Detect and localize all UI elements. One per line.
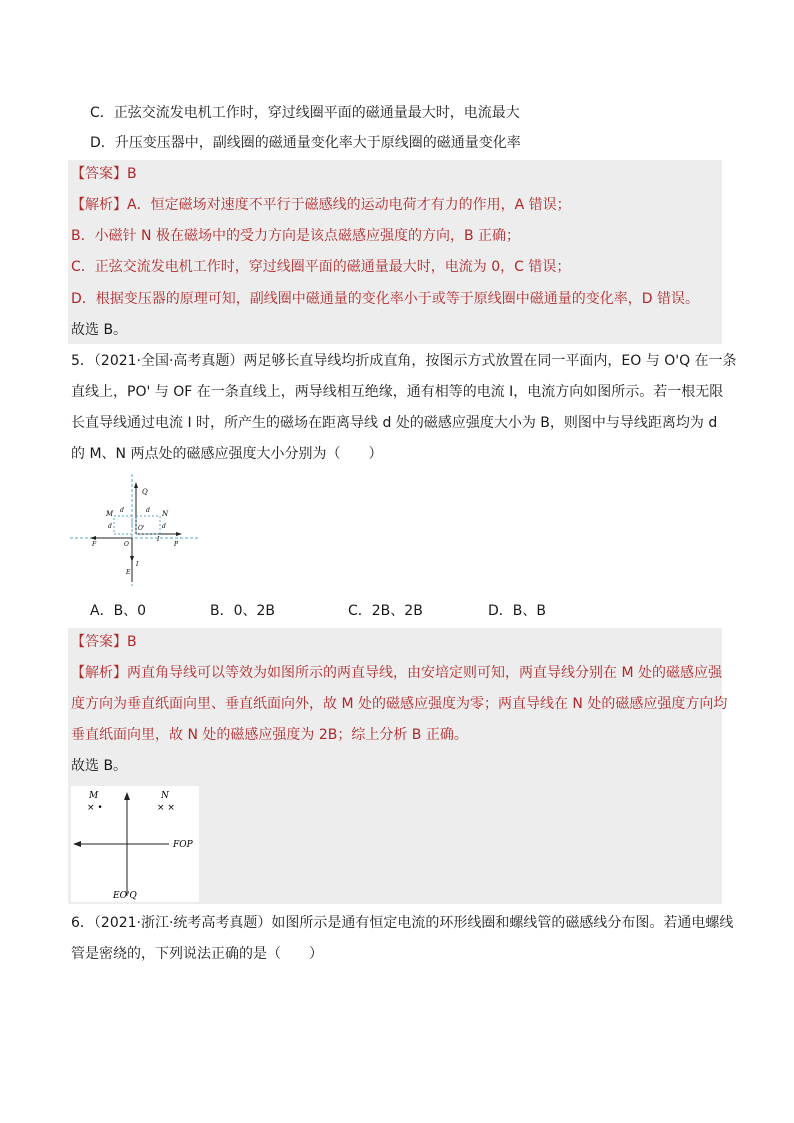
q5-option-d: D．B、B — [488, 603, 546, 619]
arrow-e-icon — [130, 556, 134, 562]
q4-answer-block — [68, 160, 722, 344]
q6-stem-line1: 6．（2021·浙江·统考高考真题）如图所示是通有恒定电流的环形线圈和螺线管的磁感线分布图。若通电螺线 — [71, 915, 734, 931]
q5-stem-line4: 的 M、N 两点处的磁感应强度大小分别为（ ） — [71, 446, 383, 462]
q4-answer — [71, 163, 137, 185]
q4-analysis-a — [71, 194, 571, 216]
answer-value: B — [127, 634, 137, 650]
analysis-tag: 【解析】 — [71, 197, 127, 213]
label-d2: d — [146, 507, 150, 514]
q5-analysis-line1 — [71, 662, 722, 684]
q5-stem-line2: 直线上，PO' 与 OF 在一条直线上，两导线相互绝缘，通有相等的电流 I，电流方向如图所示。若一根无限 — [71, 384, 724, 400]
label-d4: d — [162, 523, 166, 530]
q4-analysis-b: B．小磁针 N 极在磁场中的受力方向是该点磁感应强度的方向，B 正确； — [71, 228, 521, 244]
q5-analysis-line3: 垂直纸面向里，故 N 处的磁感应强度为 2B；综上分析 B 正确。 — [71, 727, 468, 743]
label-d3: d — [108, 523, 112, 530]
analysis-text-1: 两直角导线可以等效为如图所示的两直导线，由安培定则可知，两直导线分别在 M 处的磁感应强 — [127, 665, 722, 681]
label-e: E — [126, 569, 131, 576]
q5-option-b: B．0、2B — [210, 603, 276, 619]
answer-tag: 【答案】 — [71, 634, 127, 650]
fig2-m-marks: × • — [87, 803, 103, 813]
fig2-label-n: N — [161, 791, 169, 801]
q4-conclusion: 故选 B。 — [71, 322, 128, 338]
q4-option-d: D．升压变压器中，副线圈的磁通量变化率大于原线圈的磁通量变化率 — [90, 135, 521, 151]
label-o: O — [124, 541, 129, 548]
fig2-label-m: M — [89, 791, 99, 801]
fig2-n-marks: × × — [157, 803, 175, 813]
q5-wire-figure — [70, 470, 202, 588]
arrow-p-icon — [176, 532, 182, 536]
q4-analysis-d: D．根据变压器的原理可知，副线圈中磁通量的变化率小于或等于原线圈中磁通量的变化率，D 错误。 — [71, 291, 700, 307]
analysis-text-a: A．恒定磁场对速度不平行于磁感线的运动电荷才有力的作用，A 错误； — [127, 197, 571, 213]
q5-option-c: C．2B、2B — [348, 603, 423, 619]
label-p: P — [174, 541, 179, 548]
label-f: F — [92, 541, 97, 548]
fig2-label-eoq: EO'Q — [113, 891, 137, 901]
q4-option-c: C．正弦交流发电机工作时，穿过线圈平面的磁通量最大时，电流最大 — [90, 105, 520, 121]
q5-conclusion: 故选 B。 — [71, 758, 128, 774]
label-m: M — [106, 510, 114, 518]
q5-option-a: A．B、0 — [90, 603, 147, 619]
label-o-prime: O' — [138, 525, 145, 532]
q4-analysis-c: C．正弦交流发电机工作时，穿过线圈平面的磁通量最大时，电流为 0，C 错误； — [71, 259, 571, 275]
m-distance-box — [114, 516, 132, 534]
label-i-right: I — [157, 536, 160, 543]
label-d1: d — [120, 507, 124, 514]
label-n: N — [162, 510, 169, 518]
q5-stem-line3: 长直导线通过电流 I 时，所产生的磁场在距离导线 d 处的磁感应强度大小为 B，则图中与导线距离均为 d — [71, 415, 718, 431]
q5-analysis-figure — [71, 786, 199, 902]
q6-stem-line2: 管是密绕的，下列说法正确的是（ ） — [71, 946, 323, 962]
answer-value: B — [127, 166, 137, 182]
answer-tag: 【答案】 — [71, 166, 127, 182]
label-i-down: I — [136, 561, 139, 568]
label-q: Q — [142, 488, 148, 496]
q5-analysis-line2: 度方向为垂直纸面向里、垂直纸面向外，故 M 处的磁感应强度为零；两直导线在 N 处的磁感应强度方向均 — [71, 696, 728, 712]
arrow-q-icon — [134, 482, 138, 488]
q5-answer — [71, 631, 137, 653]
analysis-tag: 【解析】 — [71, 665, 127, 681]
fig2-label-fop: FOP — [173, 840, 193, 850]
q5-stem-line1: 5．（2021·全国·高考真题）两足够长直导线均折成直角，按图示方式放置在同一平面内，EO 与 O'Q 在一条 — [71, 353, 737, 369]
arrow-f-icon — [90, 536, 96, 540]
